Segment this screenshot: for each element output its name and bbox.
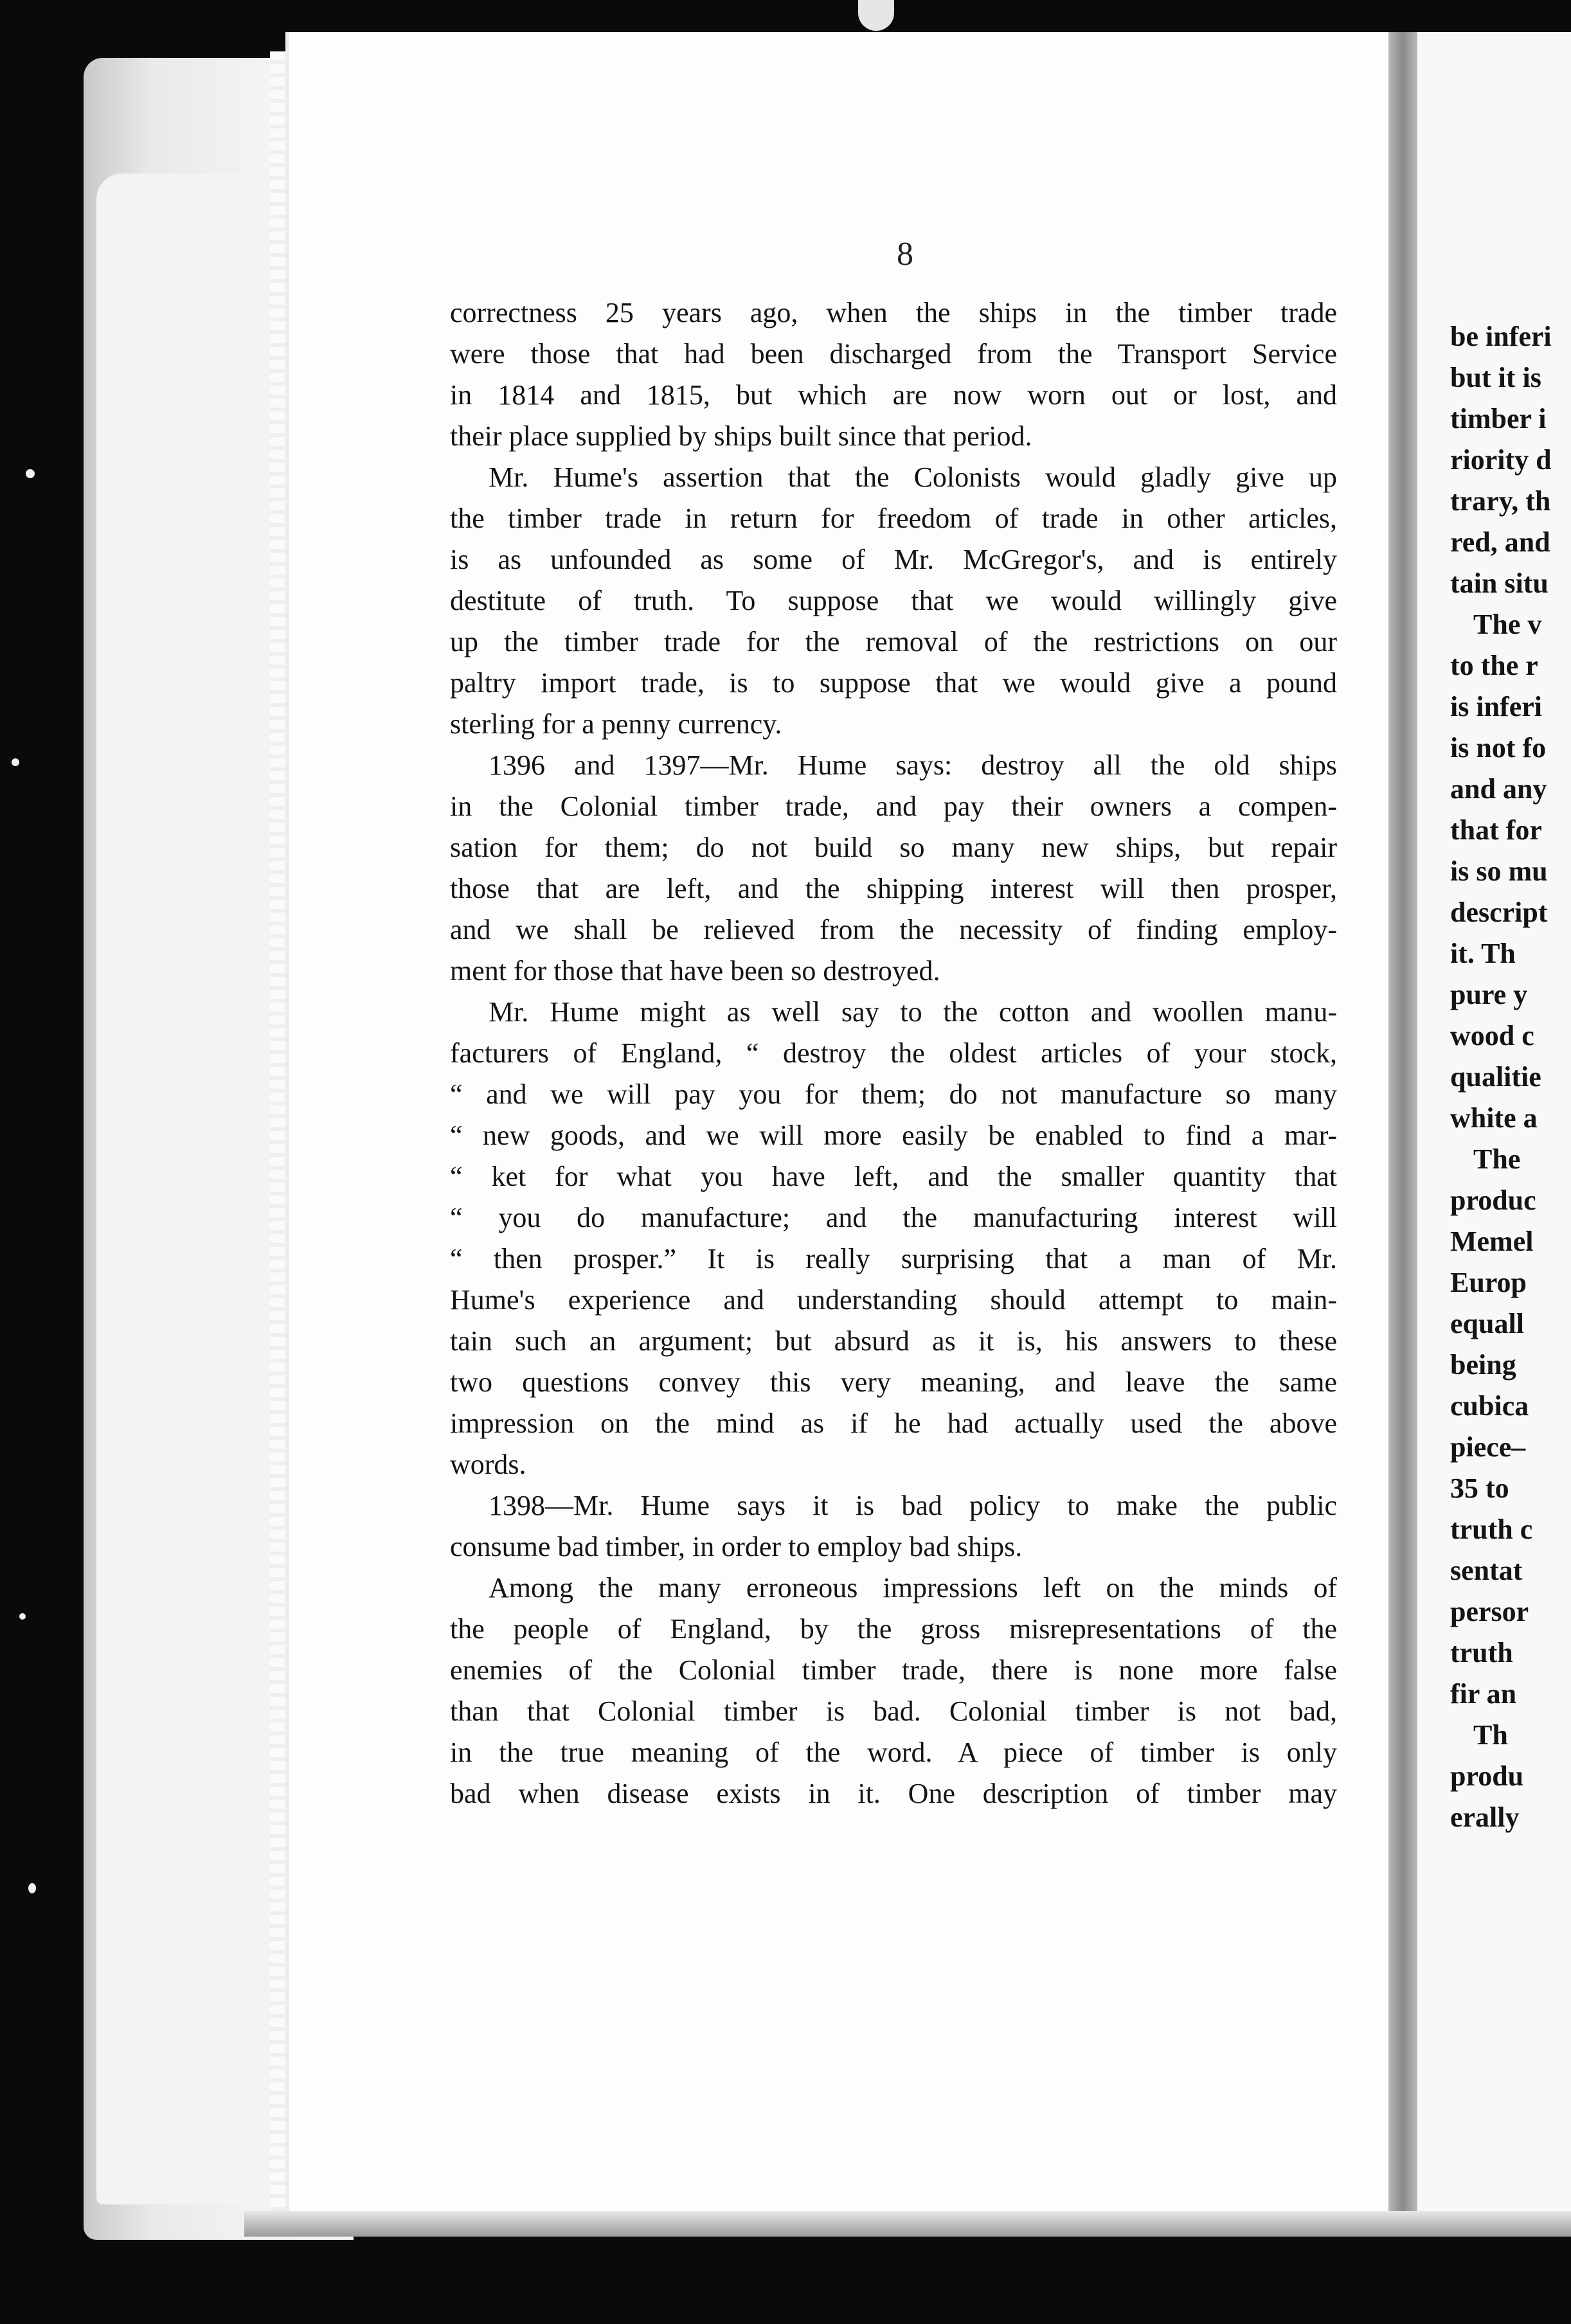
facing-text-line: and any [1450, 773, 1547, 805]
text-line: 1398—Mr. Hume says it is bad policy to make the public [489, 1490, 1337, 1521]
facing-text-line: equall [1450, 1308, 1524, 1339]
facing-text-line: red, and [1450, 526, 1550, 558]
text-line: in the true meaning of the word. A piece of timber is only [450, 1737, 1337, 1768]
facing-text-line: be inferi [1450, 321, 1552, 352]
text-line: 1396 and 1397—Mr. Hume says: destroy all the old ships [489, 749, 1337, 781]
page-bottom-edge [244, 2211, 1571, 2237]
facing-text-line: wood c [1450, 1020, 1534, 1051]
facing-text-line: produc [1450, 1184, 1536, 1216]
text-line: Mr. Hume's assertion that the Colonists would gladly give up [489, 461, 1337, 493]
facing-text-line: The v [1473, 609, 1542, 640]
text-line: “ then prosper.” It is really surprising that a man of Mr. [450, 1243, 1337, 1274]
facing-page-text [1450, 316, 1571, 1838]
speck [26, 469, 35, 478]
facing-text-line: sentat [1450, 1555, 1523, 1586]
facing-text-line: erally [1450, 1801, 1520, 1833]
text-line: destitute of truth. To suppose that we would willingly give [450, 585, 1337, 616]
facing-text-line: qualitie [1450, 1061, 1541, 1093]
facing-text-line: it. Th [1450, 938, 1516, 969]
text-line: two questions convey this very meaning, and leave the same [450, 1366, 1337, 1398]
facing-text-line: fir an [1450, 1678, 1517, 1710]
facing-text-line: is inferi [1450, 691, 1542, 722]
facing-text-line: riority d [1450, 444, 1552, 476]
facing-text-line: Memel [1450, 1226, 1534, 1257]
facing-text-line: produ [1450, 1760, 1524, 1792]
facing-text-line: descript [1450, 897, 1548, 928]
text-line: sterling for a penny currency. [450, 708, 782, 740]
text-line: tain such an argument; but absurd as it is, his answers to these [450, 1325, 1337, 1357]
facing-text-line: Europ [1450, 1267, 1527, 1298]
text-line: consume bad timber, in order to employ bad ships. [450, 1531, 1023, 1562]
text-line: paltry import trade, is to suppose that we would give a pound [450, 667, 1337, 699]
facing-text-line: tain situ [1450, 568, 1549, 599]
text-line: and we shall be relieved from the necessity of finding employ- [450, 914, 1337, 945]
text-line: Mr. Hume might as well say to the cotton and woollen manu- [489, 996, 1337, 1028]
text-line: “ ket for what you have left, and the smaller quantity that [450, 1161, 1337, 1192]
text-line: sation for them; do not build so many new ships, but repair [450, 832, 1337, 863]
text-line: their place supplied by ships built since that period. [450, 420, 1032, 452]
facing-text-line: white a [1450, 1102, 1538, 1134]
facing-text-line: is so mu [1450, 855, 1548, 887]
text-line: is as unfounded as some of Mr. McGregor's, and is entirely [450, 544, 1337, 575]
text-line: Hume's experience and understanding should attempt to main- [450, 1284, 1337, 1316]
facing-text-line: truth c [1450, 1514, 1533, 1545]
speck [19, 1613, 26, 1620]
text-line: facturers of England, “ destroy the oldest articles of your stock, [450, 1037, 1337, 1069]
facing-text-line: pure y [1450, 979, 1528, 1010]
text-line: were those that had been discharged from the Transport Service [450, 338, 1337, 370]
text-line: those that are left, and the shipping interest will then prosper, [450, 873, 1337, 904]
text-line: in 1814 and 1815, but which are now worn out or lost, and [450, 379, 1337, 411]
text-line: than that Colonial timber is bad. Colonial timber is not bad, [450, 1695, 1337, 1727]
text-line: enemies of the Colonial timber trade, there is none more false [450, 1654, 1337, 1686]
facing-text-line: is not fo [1450, 732, 1547, 764]
text-line: bad when disease exists in it. One description of timber may [450, 1778, 1337, 1809]
facing-text-line: The [1473, 1143, 1521, 1175]
text-line: ment for those that have been so destroyed. [450, 955, 940, 987]
text-line: “ and we will pay you for them; do not manufacture so many [450, 1078, 1337, 1110]
text-line: up the timber trade for the removal of the restrictions on our [450, 626, 1337, 657]
facing-text-line: 35 to [1450, 1472, 1509, 1504]
text-line: in the Colonial timber trade, and pay their owners a compen- [450, 791, 1337, 822]
facing-text-line: piece– [1450, 1431, 1526, 1463]
text-line: “ new goods, and we will more easily be enabled to find a mar- [450, 1120, 1337, 1151]
facing-text-line: trary, th [1450, 485, 1551, 517]
facing-text-line: timber i [1450, 403, 1547, 434]
text-line: the timber trade in return for freedom of trade in other articles, [450, 503, 1337, 534]
speck [12, 758, 19, 766]
facing-text-line: but it is [1450, 362, 1541, 393]
text-line: impression on the mind as if he had actually used the above [450, 1408, 1337, 1439]
text-line: Among the many erroneous impressions left on the minds of [489, 1572, 1337, 1604]
text-line: words. [450, 1449, 526, 1480]
paper-tab [858, 0, 894, 31]
facing-text-line: persor [1450, 1596, 1529, 1627]
facing-text-line: Th [1473, 1719, 1508, 1751]
facing-text-line: cubica [1450, 1390, 1529, 1422]
page-number: 8 [897, 236, 913, 273]
text-line: “ you do manufacture; and the manufacturing interest will [450, 1202, 1337, 1233]
facing-text-line: being [1450, 1349, 1516, 1381]
text-line: correctness 25 years ago, when the ships in the timber trade [450, 297, 1337, 328]
text-line: the people of England, by the gross misrepresentations of the [450, 1613, 1337, 1645]
facing-text-line: to the r [1450, 650, 1538, 681]
facing-text-line: truth [1450, 1637, 1513, 1668]
facing-text-line: that for [1450, 814, 1542, 846]
speck [28, 1883, 36, 1893]
body-text [450, 292, 1337, 1814]
